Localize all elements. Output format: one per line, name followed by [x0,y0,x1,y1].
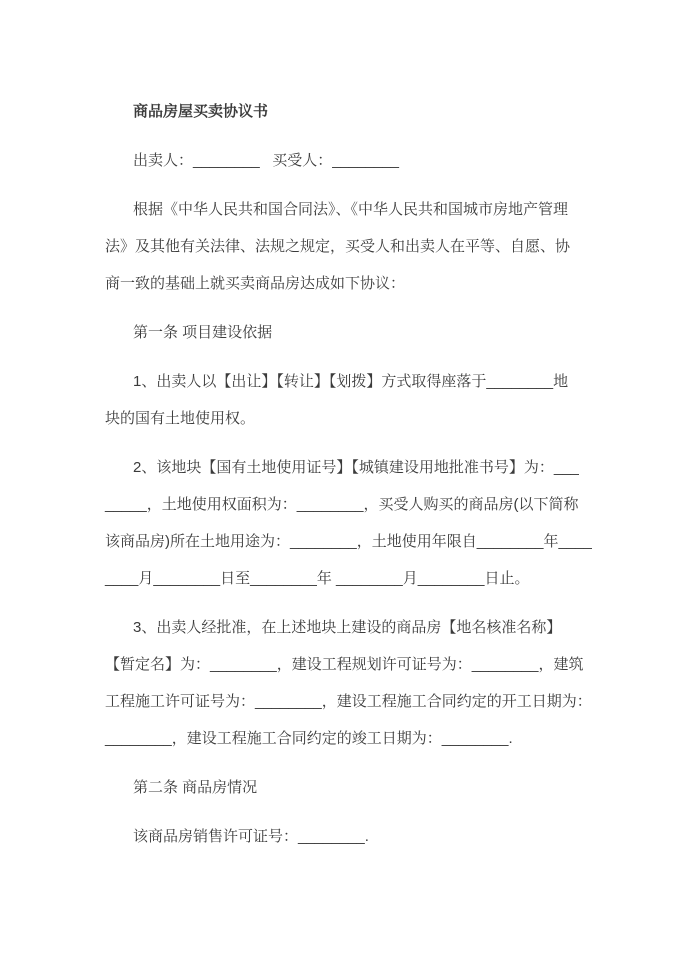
text-line: 根据《中华人民共和国合同法》、《中华人民共和国城市房地产管理 [133,201,569,218]
sales-permit-line: 该商品房销售许可证号：________. [133,828,369,845]
parties-line: 出卖人：________ 买受人：________ [133,152,399,169]
text-line: 工程施工许可证号为：________，建设工程施工合同约定的开工日期为： [105,693,592,710]
contract-title: 商品房屋买卖协议书 [133,103,269,120]
text-line: 法》及其他有关法律、法规之规定，买受人和出卖人在平等、自愿、协 [105,238,571,255]
section-2-heading: 第二条 商品房情况 [133,779,258,796]
clause-1-paragraph [105,363,589,437]
sales-permit-paragraph [105,818,589,855]
clause-3-paragraph [105,609,592,757]
text-line: 1、出卖人以【出让】【转让】【划拨】方式取得座落于________地 [133,373,569,390]
text-line: 【暂定名】为：________，建设工程规划许可证号为：________，建筑 [105,656,584,673]
clause-2-paragraph [105,449,592,597]
text-line: ____月________日至________年 ________月________日止。 [105,570,530,587]
section-2-heading-block [105,769,589,806]
section-1-heading-block [105,314,589,351]
text-line: 2、该地块【国有土地使用证号】【城镇建设用地批准书号】为：___ [133,459,579,476]
contract-body [105,93,592,867]
text-line: 该商品房)所在土地用途为：________，土地使用年限自________年____ [105,533,592,550]
text-line: 3、出卖人经批准，在上述地块上建设的商品房【地名核准名称】 [133,619,562,636]
section-1-heading: 第一条 项目建设依据 [133,324,273,341]
text-line: ________，建设工程施工合同约定的竣工日期为：________. [105,730,513,747]
text-line: _____，土地使用权面积为：________，买受人购买的商品房(以下简称 [105,496,579,513]
text-line: 块的国有土地使用权。 [105,410,256,427]
text-line: 商一致的基础上就买卖商品房达成如下协议： [105,275,406,292]
preamble-paragraph [105,191,589,302]
contract-title-block [105,93,589,130]
parties-block [105,142,589,179]
